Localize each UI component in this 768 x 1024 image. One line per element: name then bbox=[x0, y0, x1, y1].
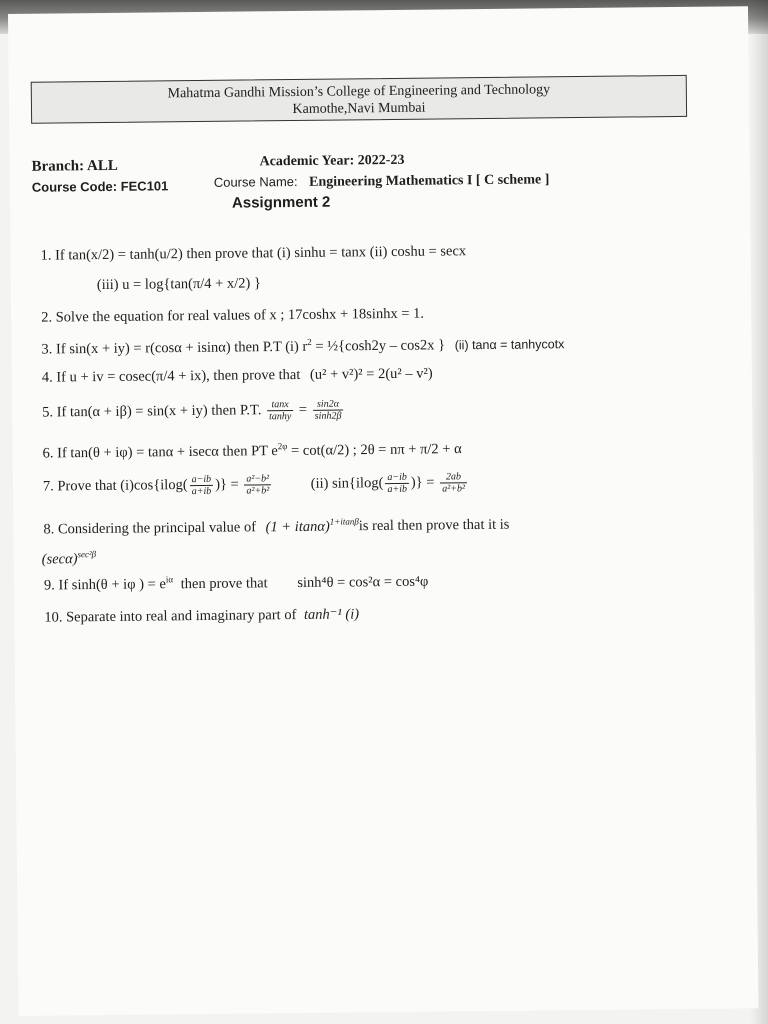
q8-exponent: 1+itanβ bbox=[329, 516, 359, 527]
question-5 bbox=[42, 398, 345, 424]
q7-r1-num: a²−b² bbox=[244, 473, 271, 485]
college-name: Mahatma Gandhi Mission’s College of Engineering and Technology bbox=[167, 82, 551, 102]
assignment-title: Assignment 2 bbox=[231, 193, 331, 212]
q3-sup: 2 bbox=[307, 336, 312, 347]
q7-fraction-2 bbox=[385, 472, 409, 495]
q10-text: 10. Separate into real and imaginary part of bbox=[44, 607, 297, 626]
q5-equals: = bbox=[298, 401, 308, 418]
q8-post: is real then prove that it is bbox=[358, 516, 510, 535]
q7-fraction-1 bbox=[190, 474, 214, 497]
q6-text: 6. If tan(θ + iφ) = tanα + isecα then PT e bbox=[42, 443, 278, 462]
question-1-part-iii: (iii) u = log{tan(π/4 + x/2) } bbox=[96, 275, 261, 294]
q10-math: tanh⁻¹ (i) bbox=[303, 606, 360, 623]
q7-close-1: )} = bbox=[215, 476, 239, 493]
question-7 bbox=[43, 471, 469, 498]
course-name-row bbox=[214, 171, 550, 192]
question-2: 2. Solve the equation for real values of x ; 17coshx + 18sinhx = 1. bbox=[41, 305, 425, 326]
question-9 bbox=[44, 572, 429, 595]
q7-r1-den: a²+b² bbox=[246, 485, 270, 497]
q7-r2-den: a²+b² bbox=[442, 483, 465, 495]
q8-text: 8. Considering the principal value of bbox=[43, 519, 257, 538]
q7-text: 7. Prove that (i)cos{ilog( bbox=[42, 476, 188, 495]
q5-denominator-right: sinh2β bbox=[314, 410, 342, 422]
branch: Branch: ALL bbox=[31, 157, 118, 175]
q9-post: then prove that bbox=[180, 575, 268, 593]
question-10 bbox=[44, 606, 359, 626]
q5-fraction-right bbox=[313, 399, 344, 422]
college-location: Kamothe,Navi Mumbai bbox=[292, 100, 426, 118]
q8b-base: (secα) bbox=[41, 551, 78, 568]
q3-mid: = ½{cosh2y – cos2x } bbox=[311, 337, 446, 355]
question-6 bbox=[43, 439, 462, 462]
q9-equation: sinh⁴θ = cos²α = cos⁴φ bbox=[297, 573, 429, 591]
course-code: Course Code: FEC101 bbox=[31, 178, 169, 195]
document-page bbox=[8, 6, 758, 1016]
course-name: Engineering Mathematics I [ C scheme ] bbox=[309, 172, 550, 190]
q4-text: 4. If u + iv = cosec(π/4 + ix), then prove that bbox=[41, 366, 301, 386]
q7-f2-num: a−ib bbox=[385, 472, 409, 484]
q5-denominator-left: tanhy bbox=[269, 411, 292, 423]
question-8 bbox=[43, 515, 509, 539]
q8b-exponent: sec²β bbox=[77, 549, 97, 560]
q5-text: 5. If tan(α + iβ) = sin(x + iy) then P.T. bbox=[42, 402, 262, 421]
q7-f1-den: a+ib bbox=[191, 485, 212, 498]
q7-result-2 bbox=[440, 471, 467, 494]
question-8-result bbox=[42, 549, 97, 568]
q5-fraction-left bbox=[267, 399, 293, 422]
academic-year: Academic Year: 2022-23 bbox=[259, 152, 405, 170]
q7-f2-den: a+ib bbox=[387, 483, 408, 496]
q5-numerator-right: sin2α bbox=[313, 399, 344, 411]
q3-text: 3. If sin(x + iy) = r(cosα + isinα) then P.T (i) r bbox=[41, 338, 308, 358]
question-1: 1. If tan(x/2) = tanh(u/2) then prove that (i) sinhu = tanx (ii) coshu = secx bbox=[40, 243, 467, 264]
q3-part-ii: (ii) tanα = tanhycotx bbox=[454, 337, 565, 353]
q7-r2-num: 2ab bbox=[440, 471, 467, 483]
q9-text: 9. If sinh(θ + iφ ) = e bbox=[43, 576, 166, 594]
q7-f1-num: a−ib bbox=[190, 474, 214, 486]
college-header-box bbox=[31, 75, 687, 124]
q7-close-2: )} = bbox=[410, 474, 435, 491]
q6-post: = cot(α/2) ; 2θ = nπ + π/2 + α bbox=[287, 441, 462, 459]
q7-result-1 bbox=[244, 473, 271, 496]
q9-sup: iα bbox=[165, 574, 174, 585]
course-name-label: Course Name: bbox=[213, 173, 298, 190]
question-3 bbox=[41, 334, 564, 358]
q5-numerator-left: tanx bbox=[267, 399, 293, 411]
q8-base: (1 + itanα) bbox=[265, 518, 330, 536]
q4-equation: (u² + v²)² = 2(u² – v²) bbox=[309, 365, 433, 383]
q6-sup: 2φ bbox=[277, 441, 288, 452]
q7-part-ii: (ii) sin{ilog( bbox=[310, 474, 384, 492]
question-4 bbox=[42, 366, 433, 387]
